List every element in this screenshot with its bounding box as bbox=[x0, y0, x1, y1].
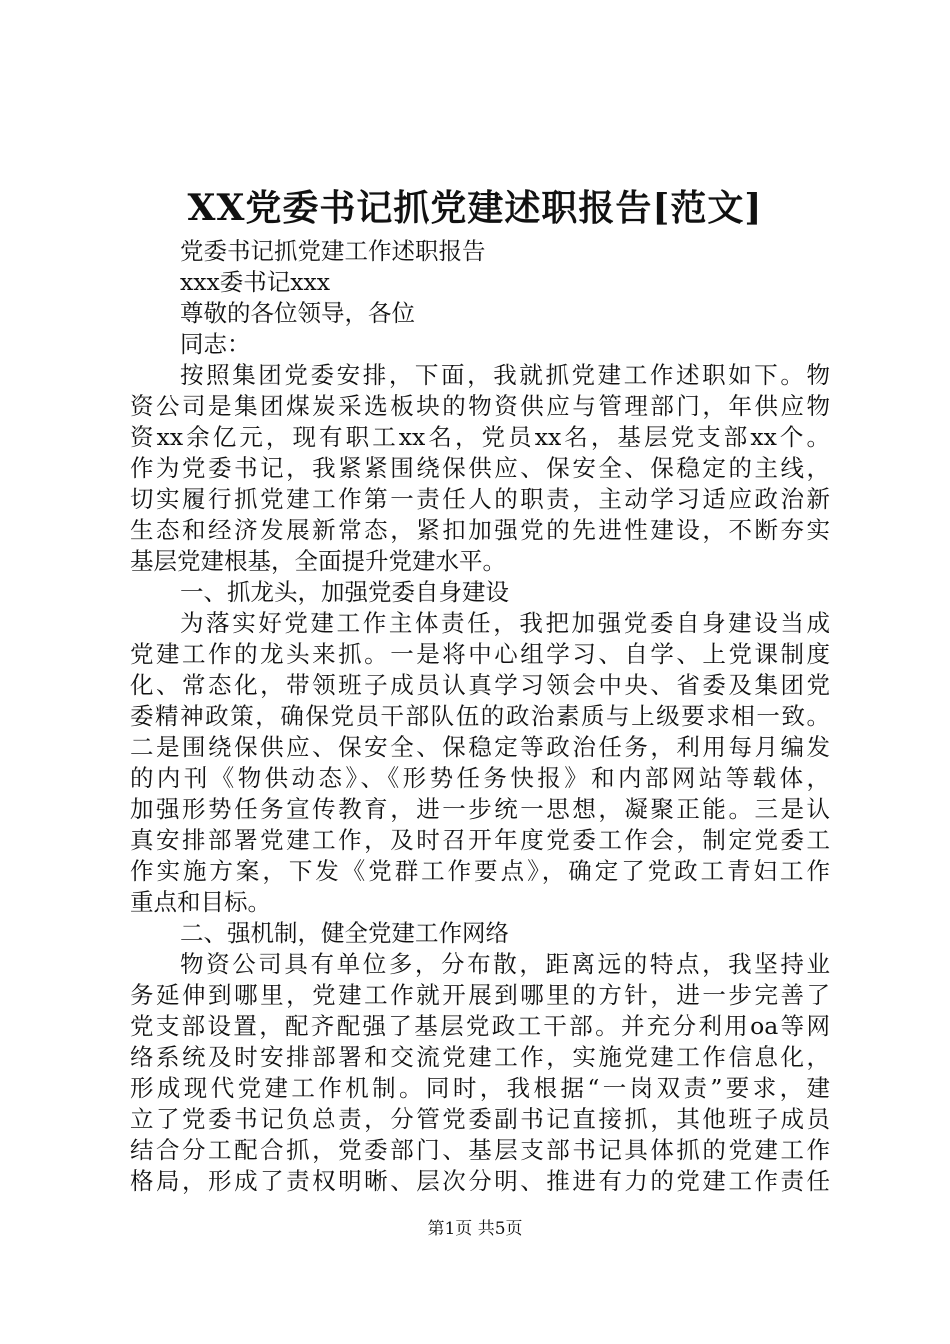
document-title: XX党委书记抓党建述职报告[范文] bbox=[187, 187, 763, 229]
text-line: 资公司是集团煤炭采选板块的物资供应与管理部门，年供应物 bbox=[130, 392, 830, 420]
text-line: 作为党委书记，我紧紧围绕保供应、保安全、保稳定的主线， bbox=[130, 454, 830, 482]
text-line: 基层党建根基，全面提升党建水平。 bbox=[130, 547, 506, 575]
text-line: 二是围绕保供应、保安全、保稳定等政治任务，利用每月编发 bbox=[130, 733, 830, 761]
text-line: xxx委书记xxx bbox=[180, 268, 331, 296]
text-line: 重点和目标。 bbox=[130, 888, 271, 916]
text-line: 党支部设置，配齐配强了基层党政工干部。并充分利用oa等网 bbox=[130, 1012, 830, 1040]
text-line: 同志： bbox=[180, 330, 251, 358]
text-line: 格局，形成了责权明晰、层次分明、推进有力的党建工作责任 bbox=[130, 1167, 830, 1195]
text-line: 形成现代党建工作机制。同时，我根据“一岗双责”要求，建 bbox=[130, 1074, 830, 1102]
text-line: 物资公司具有单位多，分布散，距离远的特点，我坚持业 bbox=[180, 950, 830, 978]
page-indicator: 第1页 共5页 bbox=[427, 1219, 523, 1239]
text-line: 为落实好党建工作主体责任，我把加强党委自身建设当成 bbox=[180, 609, 830, 637]
text-line: 委精神政策，确保党员干部队伍的政治素质与上级要求相一致。 bbox=[130, 702, 830, 730]
text-line: 党委书记抓党建工作述职报告 bbox=[180, 237, 486, 265]
text-line: 加强形势任务宣传教育，进一步统一思想，凝聚正能。三是认 bbox=[130, 795, 830, 823]
text-line: 二、强机制，健全党建工作网络 bbox=[180, 919, 509, 947]
text-line: 切实履行抓党建工作第一责任人的职责，主动学习适应政治新 bbox=[130, 485, 830, 513]
text-line: 生态和经济发展新常态，紧扣加强党的先进性建设，不断夯实 bbox=[130, 516, 830, 544]
text-line: 结合分工配合抓，党委部门、基层支部书记具体抓的党建工作 bbox=[130, 1136, 830, 1164]
text-line: 党建工作的龙头来抓。一是将中心组学习、自学、上党课制度 bbox=[130, 640, 830, 668]
text-line: 的内刊《物供动态》、《形势任务快报》和内部网站等载体， bbox=[130, 764, 830, 792]
text-line: 尊敬的各位领导，各位 bbox=[180, 299, 415, 327]
text-line: 作实施方案，下发《党群工作要点》，确定了党政工青妇工作 bbox=[130, 857, 830, 885]
text-line: 络系统及时安排部署和交流党建工作，实施党建工作信息化， bbox=[130, 1043, 830, 1071]
text-line: 按照集团党委安排，下面，我就抓党建工作述职如下。物 bbox=[180, 361, 830, 389]
document-body bbox=[130, 236, 830, 1197]
text-line: 化、常态化，带领班子成员认真学习领会中央、省委及集团党 bbox=[130, 671, 830, 699]
text-line: 资xx余亿元，现有职工xx名，党员xx名，基层党支部xx个。 bbox=[130, 423, 830, 451]
text-line: 一、抓龙头，加强党委自身建设 bbox=[180, 578, 509, 606]
text-line: 真安排部署党建工作，及时召开年度党委工作会，制定党委工 bbox=[130, 826, 830, 854]
text-line: 立了党委书记负总责，分管党委副书记直接抓，其他班子成员 bbox=[130, 1105, 830, 1133]
text-line: 务延伸到哪里，党建工作就开展到哪里的方针，进一步完善了 bbox=[130, 981, 830, 1009]
